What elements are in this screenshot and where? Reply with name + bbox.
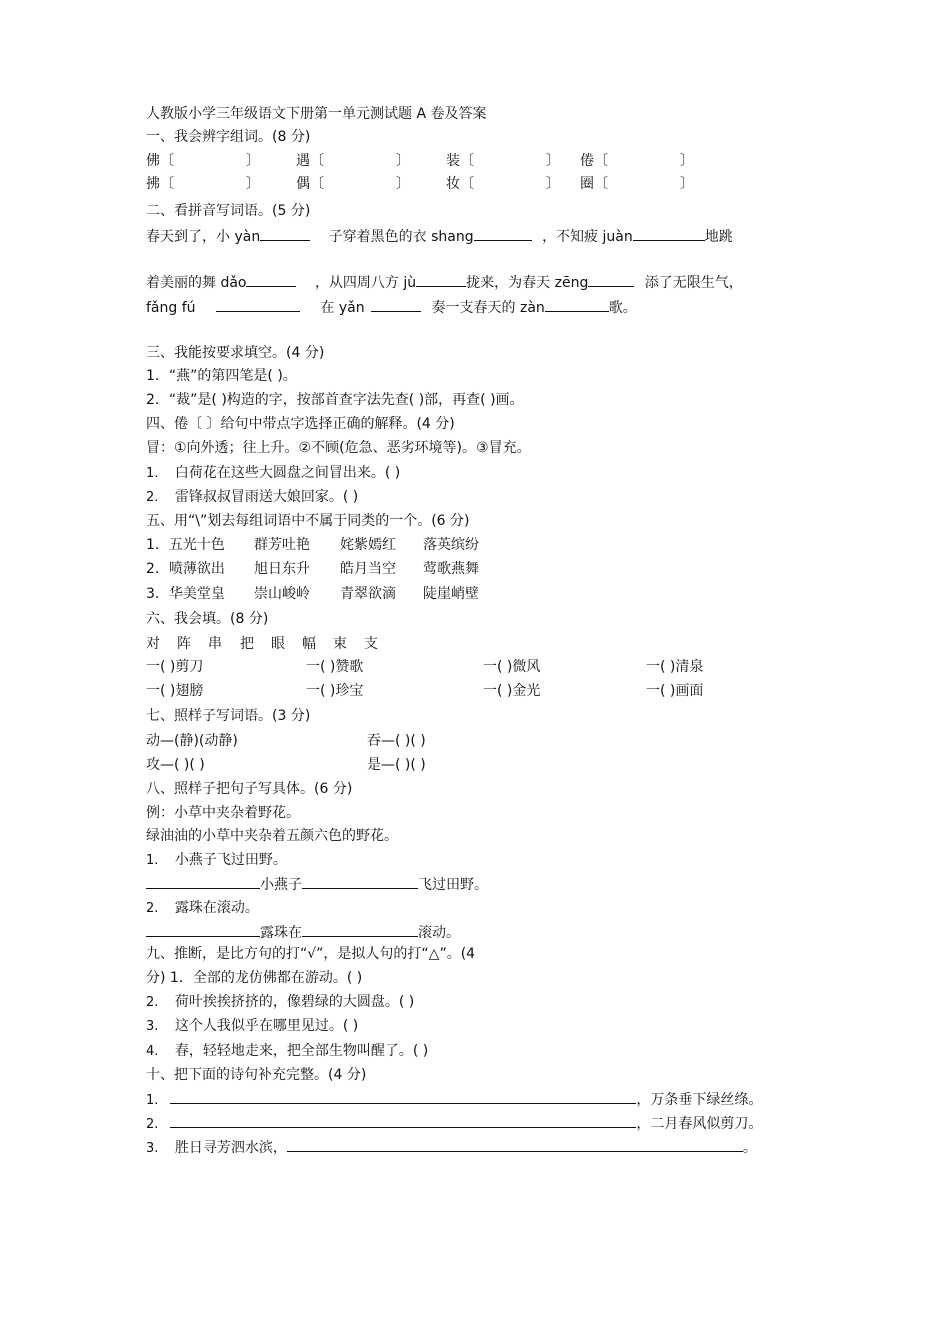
example-word: 动—(静)(动静) <box>146 733 238 749</box>
section-8-heading: 八、照样子把句子写具体。(6 分) <box>146 781 353 797</box>
text-seg: ，从四周八方 jù <box>314 275 417 291</box>
text-seg: ，不知疲 juàn <box>542 229 633 245</box>
word-item: 吞—( )( ) <box>367 733 426 749</box>
answer-blank[interactable] <box>170 1089 636 1104</box>
question <box>146 898 259 919</box>
word: 2．喷薄欲出 <box>146 561 225 577</box>
word: 莺歌燕舞 <box>423 561 479 577</box>
pinyin-line-3 <box>146 297 637 318</box>
poem-line <box>146 1113 762 1135</box>
section-10-heading: 十、把下面的诗句补充完整。(4 分) <box>146 1067 367 1083</box>
word-item: 攻—( )( ) <box>146 757 205 773</box>
answer-blank[interactable] <box>246 272 296 287</box>
text-seg: 地跳 <box>704 229 733 245</box>
question: 2．“裁”是( )构造的字，按部首查字法先查( )部，再查( )画。 <box>146 392 524 408</box>
char-item: 倦〔 <box>580 153 608 169</box>
answer-blank[interactable] <box>146 874 260 889</box>
question: 分) 1．全部的龙仿佛都在游动。( ) <box>146 970 363 986</box>
bracket-close: 〕 <box>546 153 560 169</box>
fill-item: 一( )画面 <box>646 683 704 699</box>
text-seg: fǎng fú <box>146 300 196 316</box>
text-seg: 露珠在 <box>260 925 302 941</box>
question-number: 2. <box>146 1117 159 1132</box>
text-seg: 飞过田野。 <box>418 877 488 893</box>
question-number: 3. <box>146 1141 159 1156</box>
poem-text: 胜日寻芳泗水滨， <box>174 1140 287 1156</box>
question-number: 1. <box>146 853 159 868</box>
question-number: 1. <box>146 466 159 481</box>
fill-item: 一( )金光 <box>483 683 541 699</box>
section-9-heading: 九、推断，是比方句的打“√”，是拟人句的打“△”。(4 <box>146 946 476 962</box>
text-seg: 小燕子 <box>260 877 302 893</box>
fill-item: 一( )清泉 <box>646 659 704 675</box>
document-title: 人教版小学三年级语文下册第一单元测试题 A 卷及答案 <box>146 106 487 122</box>
fill-item: 一( )赞歌 <box>306 659 364 675</box>
fill-item: 一( )珍宝 <box>306 683 364 699</box>
question-number: 1. <box>146 1093 159 1108</box>
word: 3．华美堂皇 <box>146 586 225 602</box>
word: 皓月当空 <box>340 561 396 577</box>
question-text: 春，轻轻地走来，把全部生物叫醒了。( ) <box>174 1043 429 1059</box>
answer-blank[interactable] <box>216 297 300 312</box>
answer-line <box>146 922 460 943</box>
answer-blank[interactable] <box>170 1113 636 1128</box>
word: 姹紫嫣红 <box>340 537 396 553</box>
text-seg: 子穿着黑色的衣 shang <box>328 229 474 245</box>
bank-word: 串 <box>208 636 222 652</box>
bracket-close: 〕 <box>680 153 694 169</box>
section-3-heading: 三、我能按要求填空。(4 分) <box>146 345 325 361</box>
answer-blank[interactable] <box>545 297 609 312</box>
bank-word: 幅 <box>302 636 316 652</box>
word: 崇山峻岭 <box>254 586 310 602</box>
question-text: 小燕子飞过田野。 <box>174 852 287 868</box>
bank-word: 把 <box>240 636 254 652</box>
section-1-heading: 一、我会辨字组词。(8 分) <box>146 129 311 145</box>
word: 1．五光十色 <box>146 537 225 553</box>
text-seg: 着美丽的舞 dǎo <box>146 275 247 291</box>
char-item: 佛〔 <box>146 153 174 169</box>
bank-word: 阵 <box>177 636 191 652</box>
word: 群芳吐艳 <box>254 537 310 553</box>
bank-word: 眼 <box>271 636 285 652</box>
question-text: 露珠在滚动。 <box>174 900 259 916</box>
pinyin-line-1 <box>146 226 733 247</box>
char-item: 拂〔 <box>146 176 174 192</box>
word-item: 是—( )( ) <box>367 757 426 773</box>
word: 旭日东升 <box>254 561 310 577</box>
bank-word: 束 <box>333 636 347 652</box>
question-number: 2. <box>146 490 159 505</box>
fill-item: 一( )剪刀 <box>146 659 204 675</box>
definition: 冒：①向外透；往上升。②不顾(危急、恶劣环境等)。③冒充。 <box>146 440 531 456</box>
bracket-close: 〕 <box>546 176 560 192</box>
answer-blank[interactable] <box>146 922 260 937</box>
text-seg: 奏一支春天的 zàn <box>431 300 545 316</box>
poem-text: ，二月春风似剪刀。 <box>636 1116 763 1132</box>
text-seg: 在 yǎn <box>320 300 365 316</box>
question <box>146 1041 428 1062</box>
bracket-close: 〕 <box>246 153 260 169</box>
question-text: 这个人我似乎在哪里见过。( ) <box>174 1018 359 1034</box>
section-5-heading: 五、用“\”划去每组词语中不属于同类的一个。(6 分) <box>146 513 470 529</box>
question-number: 3. <box>146 1019 159 1034</box>
answer-blank[interactable] <box>588 272 634 287</box>
answer-blank[interactable] <box>260 226 310 241</box>
question <box>146 992 414 1013</box>
poem-end: 。 <box>742 1140 757 1156</box>
poem-line <box>146 1089 762 1111</box>
poem-line <box>146 1137 757 1159</box>
poem-text: ，万条垂下绿丝绦。 <box>636 1092 763 1108</box>
section-2-heading: 二、看拼音写词语。(5 分) <box>146 203 311 219</box>
text-seg: 歌。 <box>608 300 637 316</box>
answer-blank[interactable] <box>474 226 532 241</box>
bracket-close: 〕 <box>396 153 410 169</box>
pinyin-line-2 <box>146 272 743 293</box>
answer-blank[interactable] <box>302 922 418 937</box>
question <box>146 850 287 871</box>
section-7-heading: 七、照样子写词语。(3 分) <box>146 708 311 724</box>
answer-blank[interactable] <box>633 226 705 241</box>
fill-item: 一( )翅膀 <box>146 683 204 699</box>
char-item: 装〔 <box>446 153 474 169</box>
char-item: 圈〔 <box>580 176 608 192</box>
text-seg: 添了无限生气， <box>644 275 743 291</box>
answer-blank[interactable] <box>287 1137 743 1152</box>
word: 青翠欲滴 <box>340 586 396 602</box>
fill-item: 一( )微风 <box>483 659 541 675</box>
answer-blank[interactable] <box>371 297 421 312</box>
question <box>146 1016 358 1037</box>
bank-word: 支 <box>364 636 378 652</box>
text-seg: 滚动。 <box>418 925 460 941</box>
answer-blank[interactable] <box>302 874 418 889</box>
char-item: 遇〔 <box>296 153 324 169</box>
question-number: 4. <box>146 1044 159 1059</box>
example-sentence: 例：小草中夹杂着野花。 <box>146 805 300 821</box>
answer-line <box>146 874 488 895</box>
word: 落英缤纷 <box>423 537 479 553</box>
question <box>146 463 400 484</box>
question: 1．“燕”的第四笔是( )。 <box>146 368 297 384</box>
bracket-close: 〕 <box>246 176 260 192</box>
question-number: 2. <box>146 901 159 916</box>
bracket-close: 〕 <box>680 176 694 192</box>
section-4-heading: 四、倦〔 〕给句中带点字选择正确的解释。(4 分) <box>146 416 455 432</box>
char-item: 妆〔 <box>446 176 474 192</box>
section-6-heading: 六、我会填。(8 分) <box>146 611 269 627</box>
bracket-close: 〕 <box>396 176 410 192</box>
word: 陡崖峭壁 <box>423 586 479 602</box>
question-number: 2. <box>146 995 159 1010</box>
text-seg: 春天到了，小 yàn <box>146 229 261 245</box>
answer-blank[interactable] <box>416 272 466 287</box>
char-item: 偶〔 <box>296 176 324 192</box>
question-text: 荷叶挨挨挤挤的，像碧绿的大圆盘。( ) <box>174 994 415 1010</box>
bank-word: 对 <box>146 636 160 652</box>
example-sentence: 绿油油的小草中夹杂着五颜六色的野花。 <box>146 828 398 844</box>
question <box>146 487 358 508</box>
text-seg: 拢来，为春天 zēng <box>466 275 589 291</box>
question-text: 雷锋叔叔冒雨送大娘回家。( ) <box>174 489 359 505</box>
question-text: 白荷花在这些大圆盘之间冒出来。( ) <box>174 465 401 481</box>
